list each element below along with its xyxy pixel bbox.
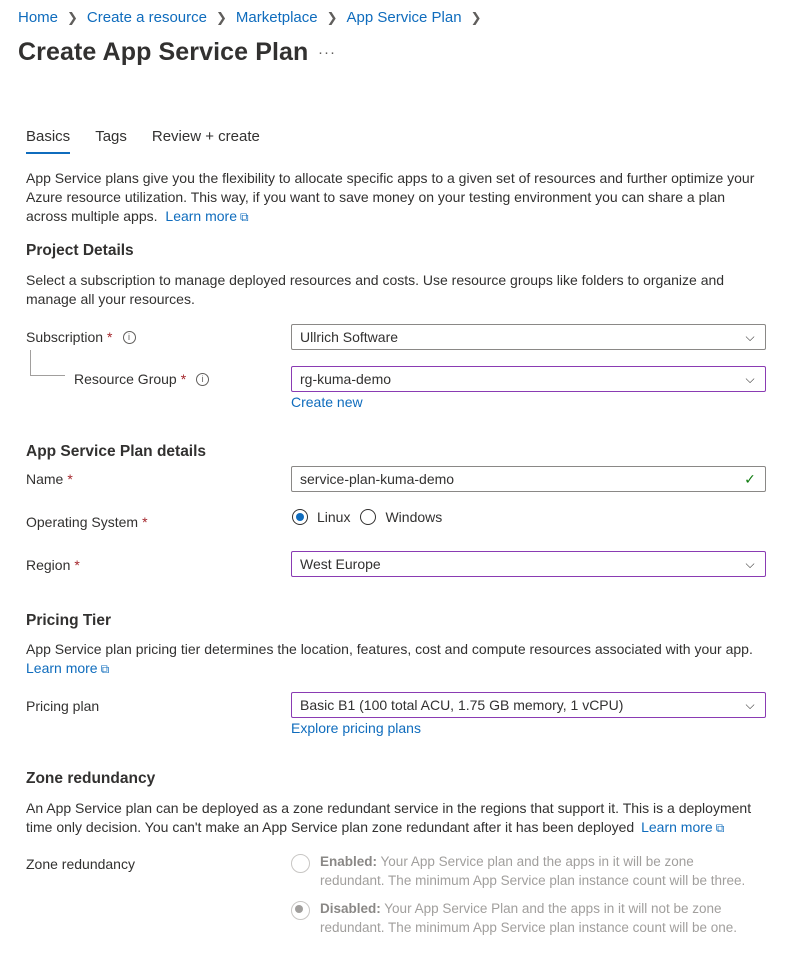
resource-group-select[interactable]: rg-kuma-demo ⌵ — [291, 366, 766, 392]
pricing-desc: App Service plan pricing tier determines the location, features, cost and compute resources associated with your app. Learn more ⧉ — [26, 641, 753, 676]
resource-group-label: Resource Group * i — [74, 371, 209, 387]
chevron-down-icon: ⌵ — [745, 697, 755, 712]
breadcrumb — [18, 9, 490, 26]
chevron-right-icon: ❯ — [326, 9, 338, 25]
os-windows-label[interactable]: Windows — [385, 509, 443, 525]
explore-pricing-link[interactable]: Explore pricing plans — [291, 720, 421, 736]
breadcrumb-app-service-plan[interactable]: App Service Plan — [346, 9, 462, 26]
learn-more-link[interactable]: Learn more ⧉ — [165, 208, 249, 224]
checkmark-icon: ✓ — [744, 470, 756, 487]
subscription-select[interactable]: Ullrich Software ⌵ — [291, 324, 766, 350]
pricing-plan-label: Pricing plan — [26, 698, 100, 714]
tab-basics[interactable]: Basics — [26, 128, 70, 154]
zone-learn-more-link[interactable]: Learn more ⧉ — [641, 819, 725, 835]
os-radio-group — [292, 509, 442, 525]
chevron-down-icon: ⌵ — [745, 329, 755, 344]
chevron-right-icon: ❯ — [67, 9, 78, 25]
create-new-link[interactable]: Create new — [291, 394, 363, 410]
os-windows-radio[interactable] — [360, 509, 376, 525]
tab-bar — [26, 128, 285, 154]
zone-disabled-radio[interactable] — [291, 901, 310, 920]
tab-review-create[interactable]: Review + create — [151, 128, 260, 145]
project-details-title: Project Details — [26, 242, 134, 259]
pricing-tier-title: Pricing Tier — [26, 612, 111, 629]
subscription-label: Subscription * i — [26, 329, 136, 345]
zone-label: Zone redundancy — [26, 856, 135, 872]
chevron-down-icon: ⌵ — [745, 371, 755, 386]
info-icon[interactable]: i — [123, 331, 136, 344]
breadcrumb-home[interactable]: Home — [18, 9, 59, 26]
external-link-icon: ⧉ — [240, 210, 249, 224]
os-label: Operating System * — [26, 514, 148, 530]
plan-details-title: App Service Plan details — [26, 443, 207, 460]
more-options-icon[interactable]: ··· — [318, 44, 336, 61]
os-linux-label[interactable]: Linux — [317, 509, 351, 525]
region-label: Region * — [26, 557, 80, 573]
breadcrumb-create-resource[interactable]: Create a resource — [86, 9, 207, 26]
zone-disabled-option: Disabled: Your App Service Plan and the apps in it will not be zone redundant. The minimum App Service plan instance count will be one. — [291, 899, 761, 937]
external-link-icon: ⧉ — [715, 821, 725, 835]
chevron-right-icon: ❯ — [215, 9, 227, 25]
zone-title: Zone redundancy — [26, 770, 156, 787]
chevron-down-icon: ⌵ — [745, 556, 755, 571]
external-link-icon: ⧉ — [100, 662, 110, 676]
zone-enabled-option: Enabled: Your App Service plan and the apps in it will be zone redundant. The minimum App Service plan instance count will be three. — [291, 852, 761, 890]
breadcrumb-marketplace[interactable]: Marketplace — [235, 9, 318, 26]
os-linux-radio[interactable] — [292, 509, 308, 525]
page-title: Create App Service Plan — [18, 38, 309, 66]
name-input[interactable]: service-plan-kuma-demo ✓ — [291, 466, 766, 492]
project-details-desc: Select a subscription to manage deployed resources and costs. Use resource groups like folders to organize and manage all your resources. — [26, 272, 725, 307]
intro-text: App Service plans give you the flexibility to allocate specific apps to a given set of resources and further optimize your Azure resource utilization. This way, if you want to save money on your testing environment you can share a plan across multiple apps. Learn more ⧉ — [26, 170, 755, 224]
name-label: Name * — [26, 471, 73, 487]
chevron-right-icon: ❯ — [470, 9, 482, 25]
tab-tags[interactable]: Tags — [95, 128, 127, 145]
zone-enabled-radio[interactable] — [291, 854, 310, 873]
region-select[interactable]: West Europe ⌵ — [291, 551, 766, 577]
info-icon[interactable]: i — [196, 373, 209, 386]
tree-connector — [30, 350, 65, 376]
pricing-plan-select[interactable]: Basic B1 (100 total ACU, 1.75 GB memory, 1 vCPU) ⌵ — [291, 692, 766, 718]
zone-desc: An App Service plan can be deployed as a zone redundant service in the regions that support it. This is a deployment time only decision. You can't make an App Service plan zone redundant after it has been deployed Learn more ⧉ — [26, 800, 752, 835]
pricing-learn-more-link[interactable]: Learn more ⧉ — [26, 660, 110, 676]
